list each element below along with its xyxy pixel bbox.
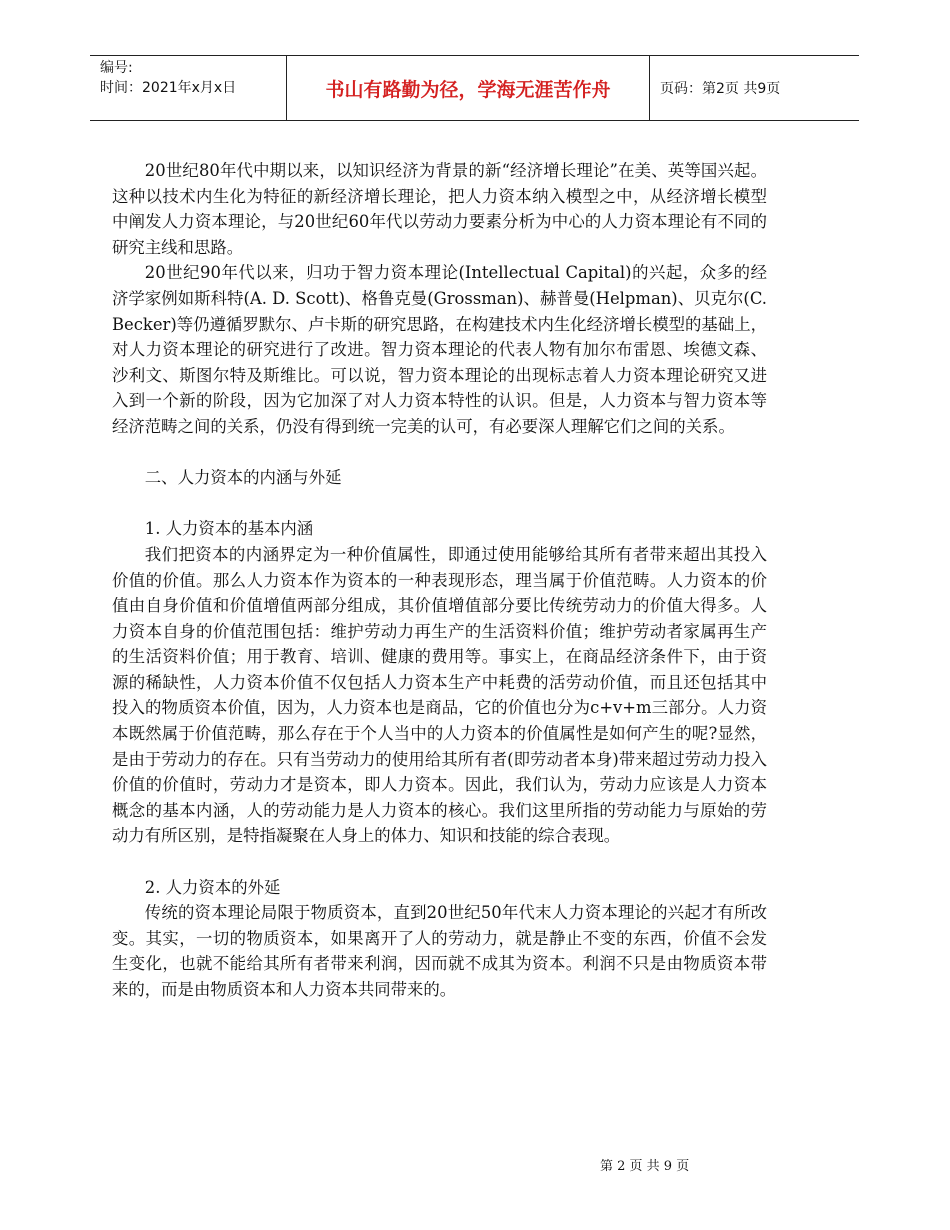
number-label: 编号: xyxy=(100,60,133,76)
paragraph-3: 我们把资本的内涵界定为一种价值属性，即通过使用能够给其所有者带来超出其投入价值的价值。那么人力资本作为资本的一种表现形态，理当属于价值范畴。人力资本的价值由自身价值和价值增值两部分组成，其价值增值部分要比传统劳动力的价值大得多。人力资本自身的价值范围包括：维护劳动力再生产的生活资料价值；维护劳动者家属再生产的生活资料价值；用于教育、培训、健康的费用等。事实上，在商品经济条件下，由于资源的稀缺性，人力资本价值不仅包括人力资本生产中耗费的活劳动价值，而且还包括其中投入的物质资本价值，因为，人力资本也是商品，它的价值也分为c+v+m三部分。人力资本既然属于价值范畴，那么存在于个人当中的人力资本的价值属性是如何产生的呢?显然，是由于劳动力的存在。只有当劳动力的使用给其所有者(即劳动者本身)带来超过劳动力投入价值的价值时，劳动力才是资本，即人力资本。因此，我们认为，劳动力应该是人力资本概念的基本内涵，人的劳动能力是人力资本的核心。我们这里所指的劳动能力与原始的劳动力有所区别，是特指凝聚在人身上的体力、知识和技能的综合表现。 xyxy=(112,544,767,846)
time-label: 时间：2021年x月x日 xyxy=(100,80,237,96)
spacer xyxy=(112,849,767,875)
paragraph-4: 传统的资本理论局限于物质资本，直到20世纪50年代末人力资本理论的兴起才有所改变。其实，一切的物质资本，如果离开了人的劳动力，就是静止不变的东西，价值不会发生变化，也就不能给其所有者带来利润，因而就不成其为资本。利润不只是由物质资本带来的，而是由物质资本和人力资本共同带来的。 xyxy=(112,903,767,999)
spacer xyxy=(112,440,767,466)
subsection-2-title: 2. 人力资本的外延 xyxy=(144,877,281,897)
header-meta xyxy=(90,56,287,120)
paragraph-2: 20世纪90年代以来，归功于智力资本理论(Intellectual Capital)的兴起，众多的经济学家例如斯科特(A. D. Scott)、格鲁克曼(Grossman)、赫普曼(Helpman)、贝克尔(C. Becker)等仍遵循罗默尔、卢卡斯的研究思路，在构建技术内生化经济增长模型的基础上，对人力资本理论的研究进行了改进。智力资本理论的代表人物有加尔布雷恩、埃德文森、沙利文、斯图尔特及斯维比。可以说，智力资本理论的出现标志着人力资本理论研究又进入到一个新的阶段，因为它加深了对人力资本特性的认识。但是，人力资本与智力资本等经济范畴之间的关系，仍没有得到统一完美的认可，有必要深人理解它们之间的关系。 xyxy=(112,263,767,436)
document-header xyxy=(90,55,859,121)
document-body xyxy=(112,158,767,1003)
header-page-info: 页码：第2页 共9页 xyxy=(660,81,781,97)
subsection-1-title: 1. 人力资本的基本内涵 xyxy=(144,519,314,539)
section-2-title: 二、人力资本的内涵与外延 xyxy=(144,468,342,488)
header-motto: 书山有路勤为径，学海无涯苦作舟 xyxy=(287,56,650,120)
spacer xyxy=(112,491,767,517)
paragraph-1: 20世纪80年代中期以来，以知识经济为背景的新“经济增长理论”在美、英等国兴起。这种以技术内生化为特征的新经济增长理论，把人力资本纳入模型之中，从经济增长模型中阐发人力资本理论，与20世纪60年代以劳动力要素分析为中心的人力资本理论有不同的研究主线和思路。 xyxy=(112,161,767,257)
page-footer: 第 2 页 共 9 页 xyxy=(600,1159,690,1174)
